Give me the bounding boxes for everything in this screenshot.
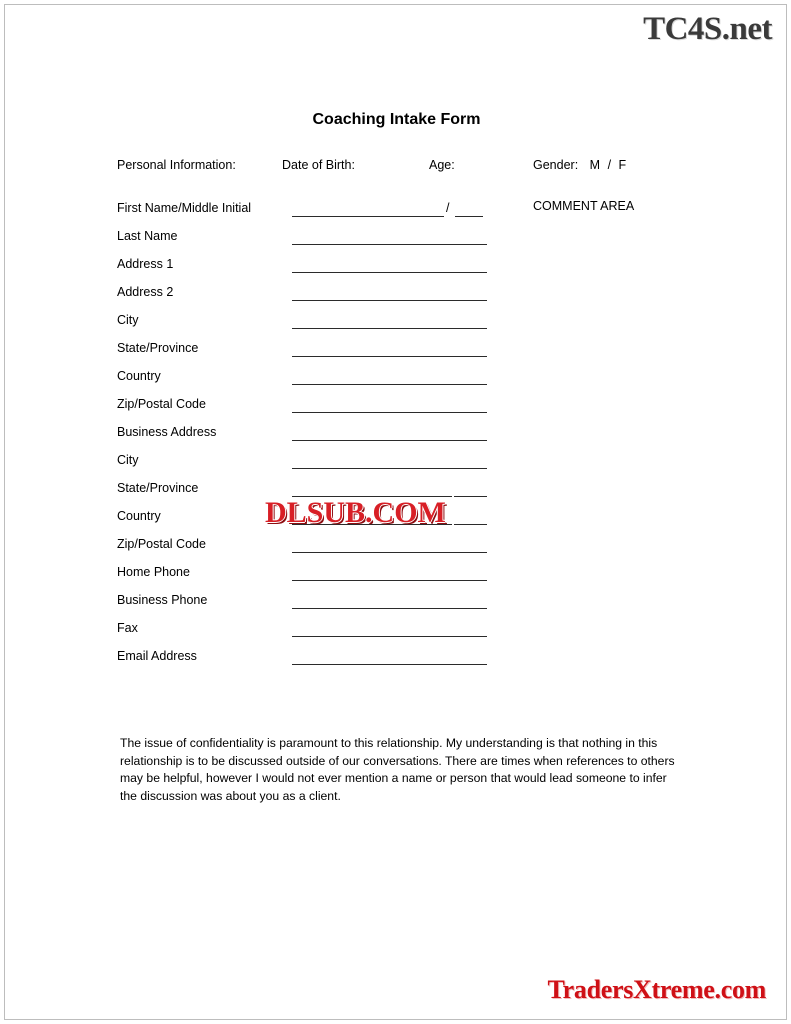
form-field-label: City [117,453,139,467]
form-field-row [117,649,537,677]
label-gender: Gender: [533,158,579,172]
gender-separator: / [607,158,612,172]
form-field-label: Email Address [117,649,197,663]
form-field-write-line-initial[interactable] [455,216,483,217]
form-field-label: Address 1 [117,257,174,271]
form-field-label: Business Phone [117,593,208,607]
label-personal-information: Personal Information: [117,158,236,172]
form-field-write-line[interactable] [292,300,487,301]
form-field-write-line[interactable] [292,244,487,245]
form-field-label: State/Province [117,481,199,495]
form-field-row [117,593,537,621]
label-age: Age: [429,158,455,172]
form-field-write-line[interactable] [292,608,487,609]
form-field-row [117,257,537,285]
form-field-write-line[interactable] [292,580,487,581]
form-field-row [117,201,537,229]
form-field-list [117,201,537,677]
form-field-row [117,397,537,425]
form-field-row [117,621,537,649]
form-field-label: Country [117,509,161,523]
form-field-slash: / [446,201,450,215]
form-field-row [117,285,537,313]
form-field-row [117,341,537,369]
form-field-label: Zip/Postal Code [117,537,206,551]
form-field-label: Business Address [117,425,217,439]
form-field-label: State/Province [117,341,199,355]
form-field-label: Fax [117,621,138,635]
form-field-row [117,313,537,341]
form-field-label: Last Name [117,229,178,243]
document-page [4,4,787,1020]
form-field-row [117,537,537,565]
form-field-write-line[interactable] [292,216,444,217]
site-watermark-top-icon: TC4S.net [643,11,772,47]
form-field-write-line[interactable] [292,328,487,329]
form-field-row [117,369,537,397]
form-field-write-line[interactable] [292,552,487,553]
form-field-write-line[interactable] [292,272,487,273]
form-field-label: First Name/Middle Initial [117,201,252,215]
label-date-of-birth: Date of Birth: [282,158,355,172]
form-field-write-line[interactable] [292,664,487,665]
form-field-label: Country [117,369,161,383]
gender-field [533,158,626,172]
confidentiality-paragraph: The issue of confidentiality is paramount to this relationship. My understanding is that nothing in this relationship is to be discussed outside of our conversations. There are times when references to others may be helpful, however I would not ever mention a name or person that would lead someone to infer the discussion was about you as a client. [120,736,675,803]
form-field-row [117,565,537,593]
form-field-label: Home Phone [117,565,190,579]
form-field-label: Address 2 [117,285,174,299]
form-field-write-line[interactable] [292,440,487,441]
label-comment-area: COMMENT AREA [533,199,635,213]
form-field-write-line[interactable] [292,384,487,385]
site-watermark-bottom-icon: TradersXtreme.com [547,975,766,1004]
form-field-row [117,229,537,257]
form-field-write-line[interactable] [292,412,487,413]
gender-option-female[interactable]: F [618,158,627,172]
form-field-row [117,453,537,481]
form-field-label: City [117,313,139,327]
form-field-write-line[interactable] [292,636,487,637]
gender-option-male[interactable]: M [589,158,601,172]
form-field-write-line[interactable] [292,468,487,469]
site-watermark-center-icon: DLSUB.COM [257,492,454,534]
form-field-row [117,425,537,453]
form-field-write-line[interactable] [292,356,487,357]
page-title [5,111,788,129]
page-title-text: Coaching Intake Form [312,111,481,128]
form-field-label: Zip/Postal Code [117,397,206,411]
